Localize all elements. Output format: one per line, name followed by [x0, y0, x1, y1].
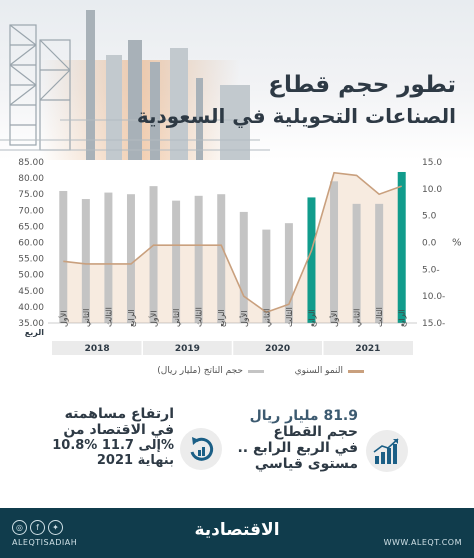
- right-tick-0: 15.0: [422, 158, 443, 168]
- legend-output-label: حجم الناتج (مليار ريال): [157, 366, 243, 376]
- left-tick-6: 55.00: [18, 254, 44, 265]
- left-tick-5: 60.00: [18, 238, 44, 249]
- x-tick-12: الأول: [330, 310, 340, 327]
- right-axis-unit: %: [452, 237, 462, 249]
- social-handle[interactable]: ALEQTISADIAH: [12, 538, 78, 547]
- x-tick-10: الثالث: [284, 307, 294, 327]
- left-tick-9: 40.00: [18, 302, 44, 313]
- page-title: تطور حجم قطاع: [268, 72, 456, 98]
- x-tick-6: الثالث: [194, 307, 204, 327]
- stat-record-line2: حجم القطاع: [273, 424, 358, 440]
- x-tick-9: الثاني: [262, 308, 272, 327]
- left-tick-3: 70.00: [18, 206, 44, 217]
- bar-11: [307, 197, 315, 323]
- left-tick-1: 80.00: [18, 174, 44, 185]
- bar-growth-icon: [366, 430, 408, 472]
- stat-share-line1: ارتفاع مساهمته: [64, 406, 174, 422]
- bar-3: [127, 194, 135, 323]
- bar-15: [398, 172, 406, 323]
- refresh-icon-badge: [180, 428, 222, 470]
- combo-chart: [0, 152, 474, 360]
- year-label-2021: 2021: [355, 344, 381, 354]
- legend-growth-label: النمو السنوي: [294, 366, 343, 376]
- instagram-icon[interactable]: ◎: [12, 520, 27, 535]
- legend-output: [157, 366, 264, 376]
- left-axis: [18, 158, 44, 329]
- x-tick-13: الثاني: [352, 308, 362, 327]
- page-subtitle: الصناعات التحويلية في السعودية: [136, 104, 456, 128]
- x-corner-label: الربع: [24, 328, 44, 337]
- right-tick-2: 5.0: [422, 211, 437, 222]
- legend-output-swatch: [248, 370, 264, 373]
- bar-2: [104, 193, 112, 323]
- right-tick-4: 5.0-: [422, 265, 440, 276]
- x-tick-2: الثالث: [104, 307, 114, 327]
- right-tick-3: 0.0: [422, 238, 437, 249]
- stat-record-line3: في الربع الرابع ..: [237, 440, 358, 456]
- legend-growth: [295, 366, 364, 376]
- right-tick-1: 10.0: [422, 184, 443, 195]
- bar-5: [172, 201, 180, 323]
- bar-8: [240, 212, 248, 323]
- brand-logo: الاقتصادية: [194, 520, 280, 540]
- bar-6: [195, 196, 203, 323]
- stat-record-line4: مستوى قياسي: [254, 456, 358, 472]
- stat-share-line4: بنهاية 2021: [96, 453, 174, 468]
- x-tick-5: الثاني: [172, 308, 182, 327]
- x-tick-7: الرابع: [217, 309, 227, 327]
- bar-1: [82, 199, 90, 323]
- x-tick-1: الثاني: [81, 308, 91, 327]
- bar-7: [217, 194, 225, 323]
- circular-arrow-icon: [180, 428, 222, 470]
- right-axis: [422, 158, 462, 329]
- x-tick-0: الأول: [59, 310, 69, 327]
- right-tick-6: 15.0-: [422, 319, 446, 329]
- left-tick-0: 85.00: [18, 158, 44, 168]
- x-tick-4: الأول: [149, 310, 159, 327]
- stat-record-value: 81.9 مليار ريال: [249, 408, 358, 424]
- growth-area-layer: [63, 173, 401, 323]
- x-axis: [25, 307, 417, 355]
- left-tick-2: 75.00: [18, 190, 44, 201]
- growth-chart-icon-badge: [366, 430, 408, 472]
- year-label-2018: 2018: [84, 344, 110, 354]
- stat-share-line3: 10.8% إلى 11.7%: [52, 438, 174, 453]
- x-tick-14: الثالث: [375, 307, 385, 327]
- x-tick-3: الرابع: [126, 309, 136, 327]
- website-link[interactable]: WWW.ALEQT.COM: [383, 538, 462, 547]
- facebook-icon[interactable]: f: [30, 520, 45, 535]
- left-tick-7: 50.00: [18, 270, 44, 281]
- twitter-icon[interactable]: ✦: [48, 520, 63, 535]
- left-tick-10: 35.00: [18, 319, 44, 329]
- right-tick-5: 10.0-: [422, 292, 446, 303]
- x-tick-15: الرابع: [397, 309, 407, 327]
- chart-legend: [0, 366, 474, 382]
- x-tick-8: الأول: [239, 310, 249, 327]
- year-label-2019: 2019: [174, 344, 200, 354]
- bar-13: [353, 204, 361, 323]
- stat-record: [237, 408, 358, 472]
- left-tick-8: 45.00: [18, 286, 44, 297]
- stat-share: [52, 406, 174, 468]
- left-tick-4: 65.00: [18, 222, 44, 233]
- bar-0: [59, 191, 67, 323]
- legend-growth-swatch: [348, 370, 364, 373]
- bar-12: [330, 181, 338, 323]
- bar-4: [150, 186, 158, 323]
- stat-share-line2: في الاقتصاد من: [63, 422, 174, 438]
- year-label-2020: 2020: [265, 344, 291, 354]
- footer-bar: [0, 508, 474, 558]
- x-tick-11: الرابع: [307, 309, 317, 327]
- bar-14: [375, 204, 383, 323]
- growth-area: [63, 173, 401, 323]
